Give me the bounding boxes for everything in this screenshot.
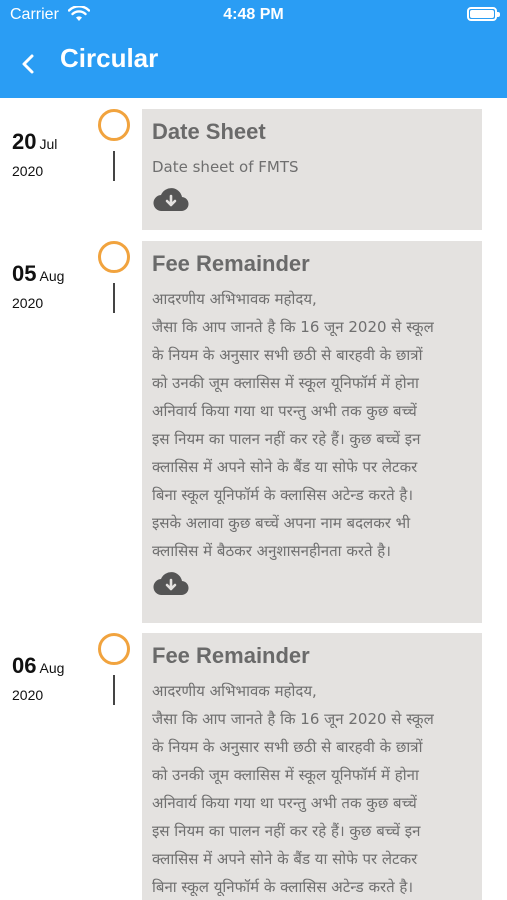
date-label <box>12 653 64 703</box>
circular-title: Fee Remainder <box>152 643 310 668</box>
timeline-connector <box>113 283 115 313</box>
back-chevron-icon[interactable] <box>14 48 42 80</box>
circular-title: Fee Remainder <box>152 251 310 276</box>
date-year: 2020 <box>12 687 44 703</box>
circular-card[interactable] <box>142 633 482 900</box>
circular-description: Date sheet of FMTS <box>152 158 299 176</box>
download-cloud-icon[interactable] <box>152 569 190 599</box>
timeline-connector <box>113 675 115 705</box>
circular-card[interactable] <box>142 109 482 230</box>
date-day: 06 <box>12 653 37 678</box>
timeline-dot <box>98 241 130 273</box>
battery-icon <box>467 7 497 21</box>
circular-timeline[interactable] <box>0 98 507 900</box>
circular-description: आदरणीय अभिभावक महोदय, जैसा कि आप जानते है कि 16 जून 2020 से स्कूल के नियम के अनुसार सभी छठी से बारहवी के छात्रों को उनकी जूम क्लासिस में स्कूल यूनिफॉर्म में होना अनिवार्य किया गया था परन्तु अभी तक कुछ बच्चें इस नियम का पालन नहीं कर रहे हैं। कुछ बच्चें इन क्लासिस में अपने सोने के बैंड या सोफे पर लेटकर बिना स्कूल यूनिफॉर्म के क्लासिस अटेन्ड करते है। इसके अलावा कुछ बच्चें अपना नाम बदलकर भी क्लासिस में बैठकर अनुशासनहीनता करते है। <box>152 290 434 560</box>
nav-bar <box>0 30 507 98</box>
date-year: 2020 <box>12 163 44 179</box>
date-day: 05 <box>12 261 37 286</box>
circular-card[interactable] <box>142 241 482 623</box>
status-bar <box>0 0 507 30</box>
download-cloud-icon[interactable] <box>152 185 190 215</box>
date-month: Jul <box>39 136 58 152</box>
clock: 4:48 PM <box>223 6 284 23</box>
timeline-connector <box>113 151 115 181</box>
date-month: Aug <box>39 660 65 676</box>
circular-description: आदरणीय अभिभावक महोदय, जैसा कि आप जानते है कि 16 जून 2020 से स्कूल के नियम के अनुसार सभी छठी से बारहवी के छात्रों को उनकी जूम क्लासिस में स्कूल यूनिफॉर्म में होना अनिवार्य किया गया था परन्तु अभी तक कुछ बच्चें इस नियम का पालन नहीं कर रहे हैं। कुछ बच्चें इन क्लासिस में अपने सोने के बैंड या सोफे पर लेटकर बिना स्कूल यूनिफॉर्म के क्लासिस अटेन्ड करते है। <box>152 682 434 896</box>
timeline-dot <box>98 109 130 141</box>
date-year: 2020 <box>12 295 44 311</box>
page-title: Circular <box>60 43 159 73</box>
date-day: 20 <box>12 129 37 154</box>
date-label <box>12 129 57 179</box>
circular-title: Date Sheet <box>152 119 266 144</box>
date-label <box>12 261 64 311</box>
date-month: Aug <box>39 268 65 284</box>
timeline-dot <box>98 633 130 665</box>
carrier-label: Carrier <box>10 6 59 23</box>
